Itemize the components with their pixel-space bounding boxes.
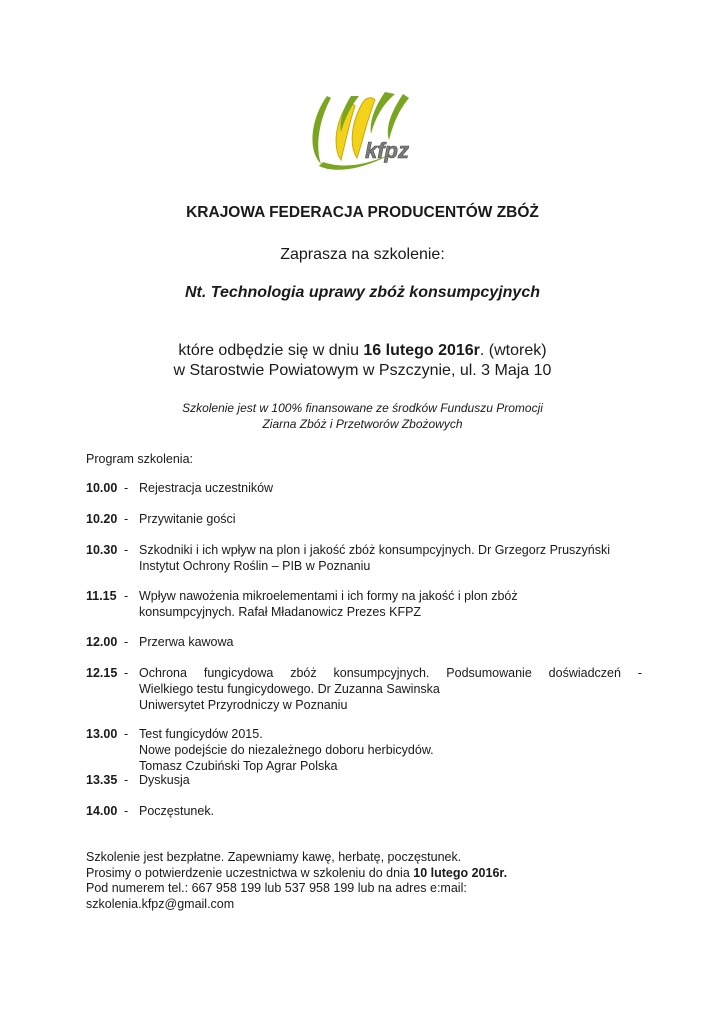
item-time: 10.20 (86, 512, 118, 526)
item-desc: Przerwa kawowa (139, 635, 234, 649)
item-desc: Wpływ nawożenia mikroelementami i ich formy na jakość i plon zbóż (139, 589, 518, 603)
item-time: 10.30 (86, 543, 118, 557)
item-desc: Uniwersytet Przyrodniczy w Poznaniu (139, 698, 348, 712)
item-time: 12.00 (86, 635, 118, 649)
item-desc: Szkodniki i ich wpływ na plon i jakość zbóż konsumpcyjnych. Dr Grzegorz Pruszyński (139, 543, 611, 557)
event-details (0, 341, 725, 381)
contact-email[interactable]: szkolenia.kfpz@gmail.com (86, 896, 235, 911)
item-desc: Test fungicydów 2015. (139, 727, 263, 741)
logo-text: kfpz (365, 138, 409, 163)
program-item: 13.35 - Dyskusja (86, 772, 642, 788)
program-item: 12.00 - Przerwa kawowa (86, 634, 642, 650)
item-desc: Nowe podejście do niezależnego doboru herbicydów. (139, 743, 434, 757)
item-desc: Instytut Ochrony Roślin – PIB w Poznaniu (139, 559, 371, 573)
item-desc: Ochrona fungicydowa zbóż konsumpcyjnych. Podsumowanie doświadczeń - (139, 666, 642, 680)
confirm-deadline: 10 lutego 2016r. (413, 865, 508, 880)
item-desc: Wielkiego testu fungicydowego. Dr Zuzanna Sawinska (139, 682, 440, 696)
program-item: 10.20 - Przywitanie gości (86, 511, 642, 527)
item-desc: Tomasz Czubiński Top Agrar Polska (139, 759, 338, 773)
program-item: 14.00 - Poczęstunek. (86, 803, 642, 819)
event-date: 16 lutego 2016r (363, 342, 480, 359)
item-time: 14.00 (86, 804, 118, 818)
organization-title: KRAJOWA FEDERACJA PRODUCENTÓW ZBÓŻ (186, 204, 539, 221)
item-desc: konsumpcyjnych. Rafał Mładanowicz Prezes KFPZ (139, 605, 422, 619)
program-item: 10.30 - Szkodniki i ich wpływ na plon i jakość zbóż konsumpcyjnych. Dr Grzegorz Pruszyński Instytut Ochrony Roślin – PIB w Poznaniu (86, 542, 642, 574)
program-item: 10.00 - Rejestracja uczestników (86, 480, 642, 496)
footer-note: Szkolenie jest bezpłatne. Zapewniamy kawę, herbatę, poczęstunek. Prosimy o potwierdzenie uczestnictwa w szkoleniu do dnia 10 lutego 2016r. Pod numerem tel.: 667 958 199 lub 537 958 199 lub na adres e:mail: szkolenia.kfpz@gmail.com (86, 850, 508, 911)
item-desc: Poczęstunek. (139, 804, 215, 818)
funding-note: Szkolenie jest w 100% finansowane ze środków Funduszu Promocji Ziarna Zbóż i Przetworów Zbożowych (182, 401, 543, 431)
event-place: w Starostwie Powiatowym w Pszczynie, ul. 3 Maja 10 (173, 362, 552, 379)
item-time: 10.00 (86, 481, 118, 495)
wheat-logo-icon (305, 88, 423, 180)
item-desc: Rejestracja uczestników (139, 481, 274, 495)
item-time: 11.15 (86, 589, 117, 603)
program-item: 13.00 - Test fungicydów 2015. Nowe podejście do niezależnego doboru herbicydów. Tomasz Czubiński Top Agrar Polska (86, 726, 642, 774)
event-date-line: które odbędzie się w dniu 16 lutego 2016r. (wtorek) (178, 342, 547, 359)
training-topic: Nt. Technologia uprawy zbóż konsumpcyjnych (184, 284, 540, 301)
program-item: 11.15 - Wpływ nawożenia mikroelementami i ich formy na jakość i plon zbóż konsumpcyjnych. Rafał Mładanowicz Prezes KFPZ (86, 588, 642, 620)
item-desc: Dyskusja (139, 773, 190, 787)
program-label: Program szkolenia: (86, 452, 193, 466)
item-time: 13.00 (86, 727, 118, 741)
invite-text: Zaprasza na szkolenie: (280, 246, 445, 263)
program-item: 12.15 - Ochrona fungicydowa zbóż konsumpcyjnych. Podsumowanie doświadczeń - Wielkiego testu fungicydowego. Dr Zuzanna Sawinska Uniwersytet Przyrodniczy w Poznaniu (86, 666, 642, 712)
kfpz-logo (305, 88, 423, 180)
item-desc: Przywitanie gości (139, 512, 236, 526)
item-time: 13.35 (86, 773, 118, 787)
item-time: 12.15 (86, 666, 118, 680)
